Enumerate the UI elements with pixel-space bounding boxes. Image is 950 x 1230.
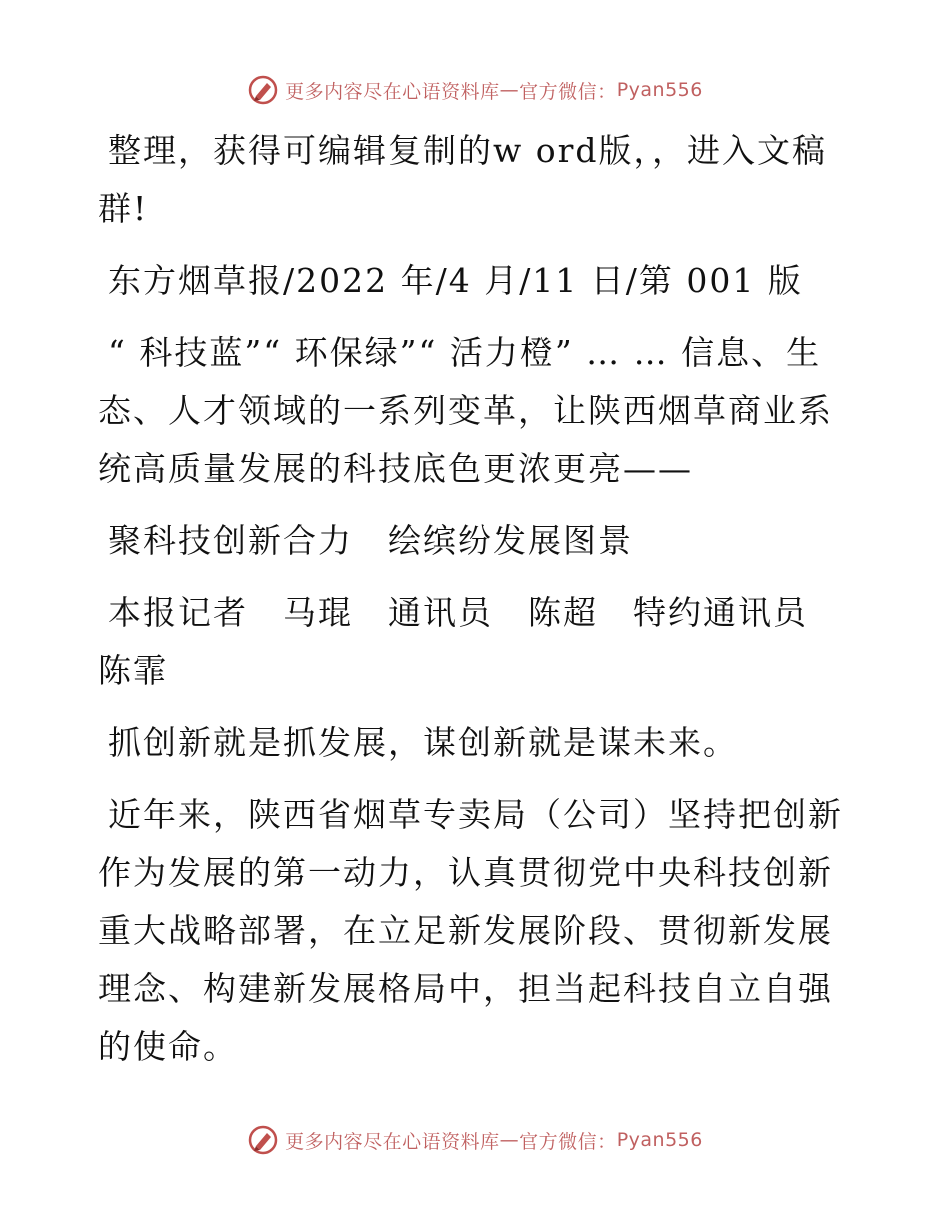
paragraph-intro-note: 整理，获得可编辑复制的w ord版，，进入文稿群! — [98, 131, 828, 228]
watermark-dash: — — [499, 1129, 520, 1151]
paragraph-source-line: 东方烟草报/2022 年/4 月/11 日/第 001 版 — [108, 261, 803, 300]
document-body — [98, 122, 858, 1090]
watermark-brand-text: 更多内容尽在心语资料库 — [285, 80, 500, 103]
header-watermark — [0, 72, 950, 108]
watermark-official-label: 官方微信： — [519, 80, 617, 103]
watermark-wechat-id: Pyan556 — [616, 1129, 703, 1151]
watermark-brand-text: 更多内容尽在心语资料库 — [285, 1130, 500, 1153]
pen-logo-icon — [247, 1124, 279, 1156]
watermark-wechat-id: Pyan556 — [616, 79, 703, 101]
pen-logo-icon — [247, 74, 279, 106]
paragraph-body-2: 近年来，陕西省烟草专卖局（公司）坚持把创新作为发展的第一动力，认真贯彻党中央科技创新重大战略部署，在立足新发展阶段、贯彻新发展理念、构建新发展格局中，担当起科技自立自强的使命。 — [98, 795, 843, 1066]
paragraph-byline: 本报记者 马琨 通讯员 陈超 特约通讯员 陈霏 — [98, 593, 843, 690]
paragraph-headline: 聚科技创新合力 绘缤纷发展图景 — [108, 521, 633, 560]
watermark-dash: — — [499, 79, 520, 101]
watermark-official-label: 官方微信： — [519, 1130, 617, 1153]
paragraph-lead: “ 科技蓝”“ 环保绿”“ 活力橙” … … 信息、生态、人才领域的一系列变革，让陕西烟草商业系统高质量发展的科技底色更浓更亮—— — [98, 333, 833, 488]
footer-watermark — [0, 1122, 950, 1158]
paragraph-body-1: 抓创新就是抓发展，谋创新就是谋未来。 — [108, 723, 738, 762]
